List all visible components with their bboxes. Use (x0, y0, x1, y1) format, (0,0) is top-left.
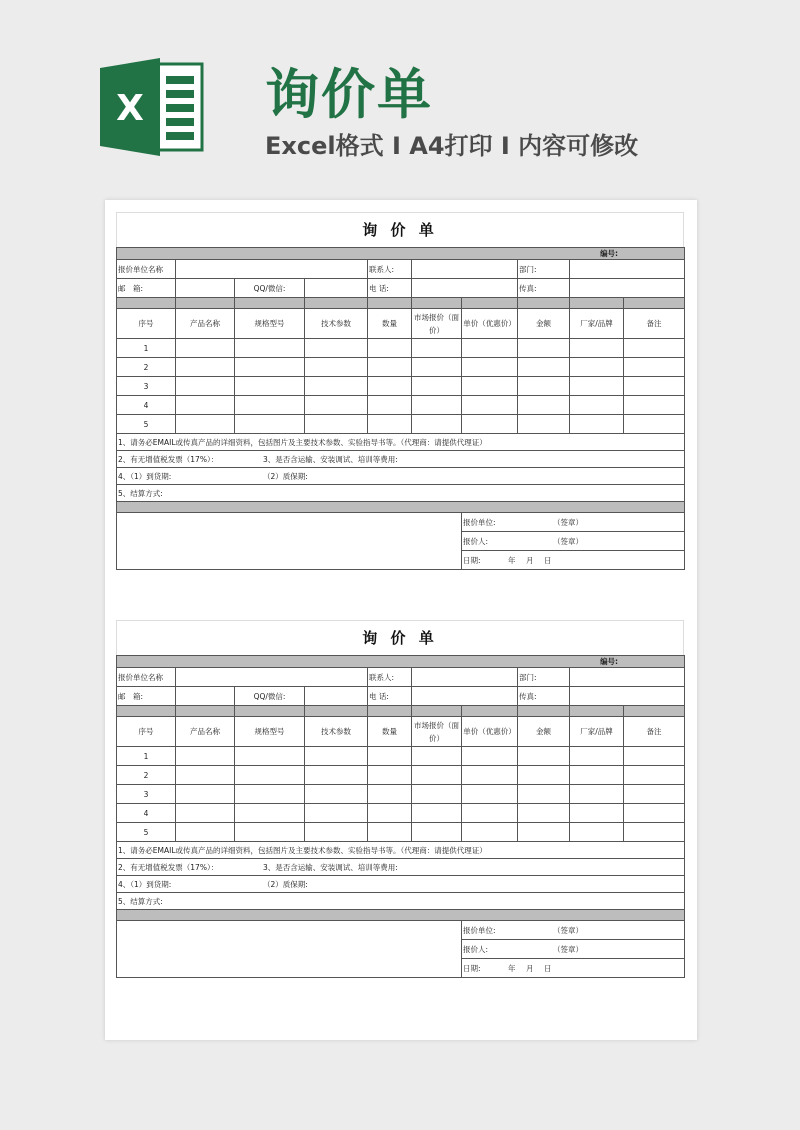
cell (305, 279, 368, 298)
table-row (117, 823, 685, 842)
cell (570, 260, 685, 279)
cell: 市场报价（面价） (412, 717, 462, 747)
cell: 规格型号 (235, 717, 305, 747)
svg-text:X: X (116, 88, 144, 129)
cell: 规格型号 (235, 309, 305, 339)
cell: 技术参数 (305, 717, 368, 747)
cell: 数量 (368, 309, 412, 339)
page-title: 询价单 (265, 63, 433, 126)
cell: 产品名称 (176, 309, 235, 339)
cell: 部门: (518, 668, 570, 687)
note-text: 4、（1）到货期: (118, 471, 172, 481)
cell: 2 (117, 766, 176, 785)
sig-person: 报价人: （签章） (462, 532, 685, 551)
blank-area (117, 921, 462, 978)
cell: 金额 (518, 309, 570, 339)
cell: 传真: (518, 687, 570, 706)
cell: 1 (117, 747, 176, 766)
cell: 5 (117, 415, 176, 434)
cell: 5 (117, 823, 176, 842)
cell: 备注 (624, 309, 685, 339)
cell: 序号 (117, 717, 176, 747)
table-row (117, 747, 685, 766)
cell: 电 话: (368, 279, 412, 298)
table-row (117, 358, 685, 377)
cell: 电 话: (368, 687, 412, 706)
cell: 厂家/品牌 (570, 717, 624, 747)
sig-date: 日期: 年 月 日 (462, 959, 685, 978)
cell: 厂家/品牌 (570, 309, 624, 339)
cell: 市场报价（面价） (412, 309, 462, 339)
cell (176, 687, 235, 706)
cell: 报价单位名称 (117, 260, 176, 279)
cell: 部门: (518, 260, 570, 279)
cell (570, 687, 685, 706)
inquiry-table (116, 655, 685, 978)
cell: 1、请务必EMAIL或传真产品的详细资料，包括图片及主要技术参数、实验指导书等。（代理商：请提供代理证） (117, 842, 685, 859)
inquiry-table (116, 247, 685, 570)
cell: 5、结算方式: (117, 485, 685, 502)
cell (412, 260, 518, 279)
sig-unit: 报价单位: （签章） (462, 513, 685, 532)
cell: 报价单位名称 (117, 668, 176, 687)
cell: 邮 箱: (117, 687, 176, 706)
cell[interactable] (176, 668, 368, 687)
form-title: 询 价 单 (116, 620, 684, 655)
cell (176, 279, 235, 298)
table-row (117, 804, 685, 823)
cell: 联系人: (368, 260, 412, 279)
table-row (117, 377, 685, 396)
cell: 联系人: (368, 668, 412, 687)
cell: 备注 (624, 717, 685, 747)
cell: 单价（优惠价） (462, 309, 518, 339)
cell: 5、结算方式: (117, 893, 685, 910)
cell: 2 (117, 358, 176, 377)
cell: 序号 (117, 309, 176, 339)
cell: 4 (117, 396, 176, 415)
note-text: 4、（1）到货期: (118, 879, 172, 889)
cell: 编号: (117, 248, 685, 260)
note-row (117, 876, 685, 893)
cell (305, 687, 368, 706)
form-title: 询 价 单 (116, 212, 684, 247)
cell: 3 (117, 377, 176, 396)
cell: 邮 箱: (117, 279, 176, 298)
cell: 1 (117, 339, 176, 358)
note-text: 3、是否含运输、安装调试、培训等费用: (263, 454, 398, 464)
cell: 数量 (368, 717, 412, 747)
cell[interactable] (176, 260, 368, 279)
sig-unit: 报价单位: （签章） (462, 921, 685, 940)
cell: QQ/微信: (235, 687, 305, 706)
note-text: 2、有无增值税发票（17%）： (118, 454, 219, 464)
cell: 编号: (117, 656, 685, 668)
note-row (117, 468, 685, 485)
cell (412, 687, 518, 706)
inquiry-form-1 (116, 212, 684, 570)
table-row (117, 396, 685, 415)
note-row (117, 451, 685, 468)
cell: 传真: (518, 279, 570, 298)
table-row (117, 415, 685, 434)
inquiry-form-2 (116, 620, 684, 978)
note-text: 3、是否含运输、安装调试、培训等费用: (263, 862, 398, 872)
cell (570, 668, 685, 687)
table-row (117, 766, 685, 785)
cell (412, 279, 518, 298)
note-text: 2、有无增值税发票（17%）： (118, 862, 219, 872)
note-text: （2）质保期: (263, 879, 308, 889)
blank-area (117, 513, 462, 570)
sig-date: 日期: 年 月 日 (462, 551, 685, 570)
table-row (117, 785, 685, 804)
sig-person: 报价人: （签章） (462, 940, 685, 959)
table-row (117, 339, 685, 358)
note-row (117, 859, 685, 876)
cell: 4 (117, 804, 176, 823)
cell (570, 279, 685, 298)
cell: 金额 (518, 717, 570, 747)
note-text: （2）质保期: (263, 471, 308, 481)
cell: QQ/微信: (235, 279, 305, 298)
cell: 1、请务必EMAIL或传真产品的详细资料，包括图片及主要技术参数、实验指导书等。（代理商：请提供代理证） (117, 434, 685, 451)
cell (412, 668, 518, 687)
cell: 3 (117, 785, 176, 804)
excel-logo-icon (100, 58, 205, 156)
cell: 产品名称 (176, 717, 235, 747)
page-subtitle: Excel格式 I A4打印 I 内容可修改 (265, 132, 639, 160)
cell: 技术参数 (305, 309, 368, 339)
cell: 单价（优惠价） (462, 717, 518, 747)
